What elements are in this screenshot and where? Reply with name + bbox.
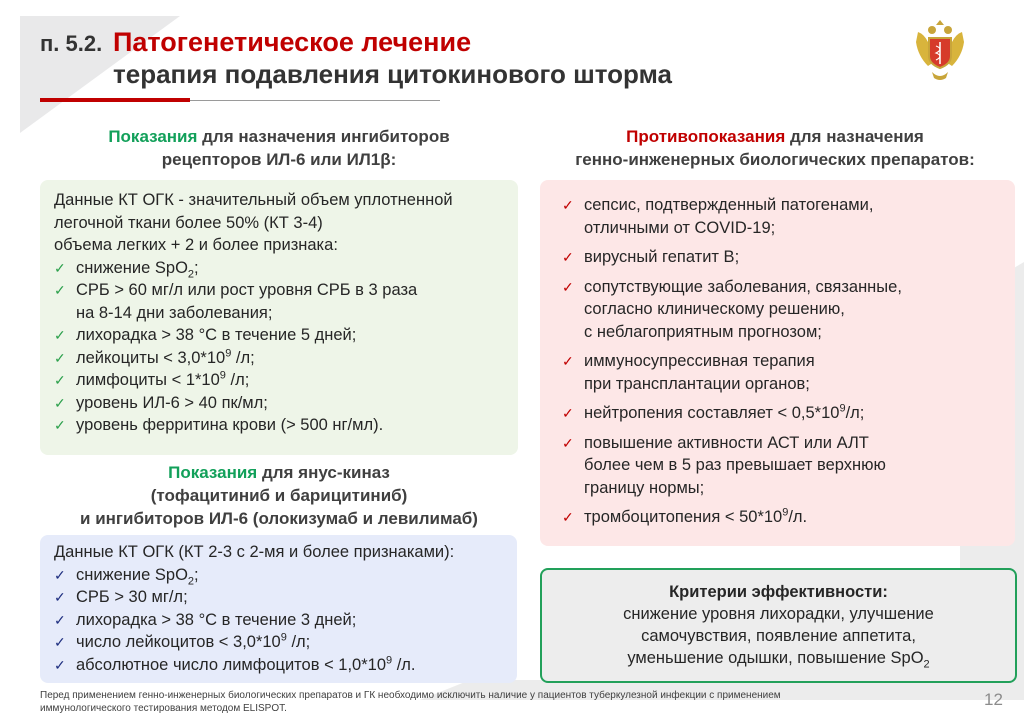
item-text: СРБ > 60 мг/л или рост уровня СРБ в 3 раза [76,281,418,299]
check-icon: ✓ [54,327,66,343]
item-text: число лейкоцитов < 3,0*10 [76,633,281,651]
criteria-line: снижение уровня лихорадки, улучшение [623,605,934,623]
item-text: сепсис, подтвержденный патогенами, [584,196,874,214]
list-item [562,276,995,344]
superscript: 9 [782,506,789,519]
item-suffix: ; [194,258,199,277]
item-text: лимфоциты < 1*10 [76,371,220,389]
superscript: 9 [280,631,287,644]
check-icon: ✓ [562,434,574,451]
check-icon: ✓ [54,259,66,276]
item-text: абсолютное число лимфоцитов < 1,0*10 [76,655,387,674]
check-icon: ✓ [562,405,574,421]
list-item [54,631,503,654]
item-suffix: /л; [286,633,311,651]
item-text: согласно клиническому решению, [584,300,845,318]
subscript: 2 [187,267,195,280]
indications-jak-heading [40,461,518,530]
contraindications-heading [530,125,1020,171]
footer-note [40,689,940,715]
item-suffix: /л. [788,508,808,526]
check-icon: ✓ [54,566,66,583]
list-item [54,564,503,587]
item-text: снижение SpO [76,258,188,277]
item-text: снижение SpO [76,565,188,584]
item-text: границу нормы; [584,478,705,497]
list-item [562,432,995,500]
item-text: сопутствующие заболевания, связанные, [584,277,902,296]
indications-il6-heading [40,125,518,171]
emblem-icon [910,14,970,86]
footer-line: иммунологического тестирования методом ELISPOT. [40,703,287,714]
list-item [562,402,995,425]
check-icon: ✓ [54,611,66,628]
check-icon: ✓ [562,353,574,369]
check-icon: ✓ [54,634,66,650]
item-text: нейтропения составляет < 0,5*10 [584,404,840,422]
title-underline-red [40,98,190,102]
check-icon: ✓ [54,656,66,673]
intro-line: легочной ткани более 50% (КТ 3-4) [54,213,323,232]
item-suffix: ; [194,565,199,584]
intro-line: объема легких + 2 и более признака: [54,236,338,254]
criteria-title: Критерии эффективности: [669,583,888,601]
list-item [54,392,504,415]
heading-text: для назначения [785,127,924,146]
item-text: уровень ферритина крови (> 500 нг/мл). [76,416,384,434]
contraindications-box [540,180,1015,546]
item-text: лихорадка > 38 °С в течение 3 дней; [76,610,357,629]
check-icon: ✓ [54,349,66,366]
item-text: тромбоцитопения < 50*10 [584,508,783,526]
efficacy-criteria-box [540,568,1017,683]
list-item [562,194,995,239]
subscript: 2 [923,658,930,671]
list-item [54,654,503,677]
criteria-line: уменьшение одышки, повышение SpO [627,649,924,667]
item-text: с неблагоприятным прогнозом; [584,322,822,341]
check-icon: ✓ [562,509,574,525]
list-item [54,586,503,609]
item-text: при трансплантации органов; [584,374,810,393]
list-item [54,369,504,392]
page-number: 12 [984,690,1003,709]
item-text: уровень ИЛ-6 > 40 пк/мл; [76,393,268,412]
criteria-line: самочувствия, появление аппетита, [641,627,916,645]
check-icon: ✓ [562,197,574,213]
page-title: Патогенетическое лечение [113,27,472,57]
footer-line: Перед применением генно-инженерных биологических препаратов и ГК необходимо исключить наличие у пациентов туберкулезной инфекции с применением [40,690,781,701]
check-icon: ✓ [54,417,66,433]
superscript: 9 [839,402,846,415]
item-text: лейкоциты < 3,0*10 [76,348,226,367]
title-underline-gray [190,100,440,101]
item-text: отличными от COVID-19; [584,218,776,237]
check-icon: ✓ [54,372,66,388]
item-text: лихорадка > 38 °С в течение 5 дней; [76,326,357,344]
list-item [54,414,504,437]
list-item [54,609,503,632]
check-icon: ✓ [562,249,574,265]
page-subtitle: терапия подавления цитокинового шторма [113,59,672,89]
heading-text-line3: и ингибиторов ИЛ-6 (олокизумаб и левилимаб) [80,509,478,528]
list-item [54,257,504,280]
item-text: более чем в 5 раз превышает верхнюю [584,456,886,474]
item-text: СРБ > 30 мг/л; [76,588,188,606]
list-item [54,324,504,347]
item-suffix: /л; [225,371,250,389]
superscript: 9 [386,654,393,666]
section-number: п. 5.2. [40,31,103,56]
heading-text-line2: (тофацитиниб и барицитиниб) [150,486,408,505]
heading-accent: Противопоказания [626,127,786,146]
list-item [562,246,995,269]
item-text: вирусный гепатит В; [584,248,740,266]
heading-text: для янус-киназ [257,463,390,482]
intro-line: Данные КТ ОГК - значительный объем уплотненной [54,191,453,209]
check-icon: ✓ [54,589,66,605]
heading-text: для назначения ингибиторов [197,127,450,146]
list-item [54,347,504,370]
heading-accent: Показания [108,127,198,146]
check-icon: ✓ [54,282,66,298]
item-text: иммуносупрессивная терапия [584,352,815,370]
superscript: 9 [225,347,232,359]
list-item [54,279,504,324]
list-item [562,350,995,395]
intro-line: Данные КТ ОГК (КТ 2-3 с 2-мя и более признаками): [54,543,455,561]
heading-text-line2: рецепторов ИЛ-6 или ИЛ1β: [161,150,397,169]
item-text-cont: на 8-14 дни заболевания; [76,303,273,322]
heading-text-line2: генно-инженерных биологических препаратов: [575,150,975,169]
subscript: 2 [187,574,195,587]
list-item [562,506,995,529]
indications-il6-box [40,180,518,455]
item-suffix: /л; [845,404,865,422]
check-icon: ✓ [54,394,66,411]
item-text: повышение активности АСТ или АЛТ [584,433,869,452]
check-icon: ✓ [562,278,574,295]
superscript: 9 [219,369,226,382]
item-suffix: /л; [231,348,255,367]
item-suffix: /л. [392,655,416,674]
heading-accent: Показания [168,463,258,482]
indications-jak-box [40,535,517,683]
